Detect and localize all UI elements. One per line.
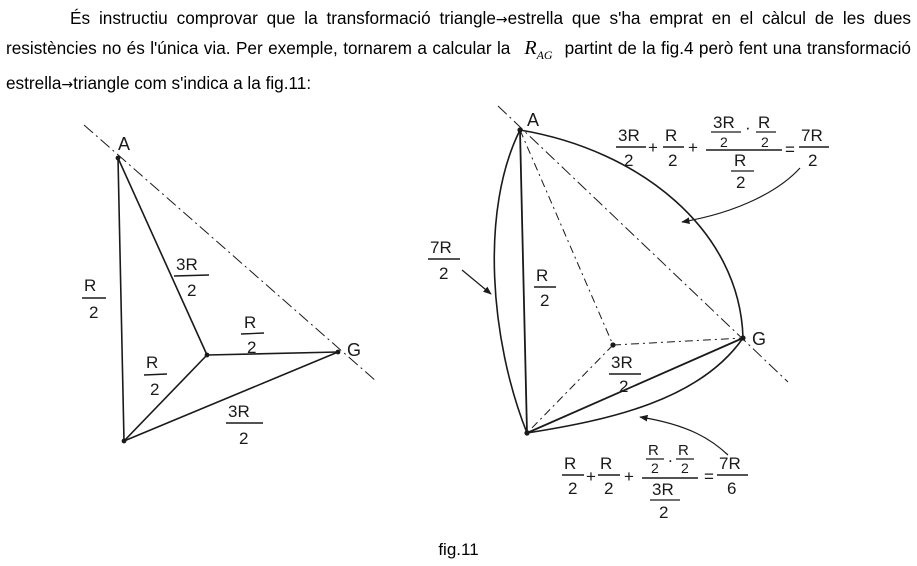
svg-text:2: 2 (540, 291, 550, 310)
node-a-label: A (527, 110, 540, 130)
svg-text:7R: 7R (719, 454, 741, 473)
svg-text:R: R (564, 454, 577, 473)
svg-text:2: 2 (439, 264, 449, 283)
svg-text:7R: 7R (801, 126, 823, 145)
svg-text:2: 2 (681, 460, 689, 476)
svg-text:R: R (648, 442, 659, 459)
formula-bottom (562, 442, 748, 522)
edge-b-g (527, 338, 743, 433)
circuit-figure (0, 100, 917, 530)
node-g-label: G (347, 340, 362, 360)
svg-text:2: 2 (89, 303, 99, 322)
edge-c-g (207, 352, 338, 355)
paragraph-part-2: estrella que s'ha emprat en el càlcul de les dues resistències no és l'única via. Per exemple, tornarem a calcular la (6, 8, 912, 58)
svg-text:R: R (665, 126, 678, 145)
fraction-arc-ab (428, 238, 460, 283)
svg-text:2: 2 (651, 460, 659, 476)
edge-c-b (124, 355, 207, 441)
svg-text:+: + (648, 138, 658, 157)
fraction-inner-ab (534, 266, 556, 310)
arrow-to-arc-ab (462, 270, 491, 294)
svg-text:2: 2 (736, 173, 746, 192)
svg-text:7R: 7R (430, 238, 452, 257)
node-c-dot (610, 342, 615, 347)
svg-text:=: = (785, 140, 795, 159)
node-c-dot (205, 353, 210, 358)
svg-text:3R: 3R (713, 113, 735, 132)
svg-text:2: 2 (624, 151, 634, 170)
node-g-label: G (752, 329, 767, 349)
arc-a-b (494, 130, 527, 433)
svg-text:2: 2 (150, 380, 160, 399)
svg-text:2: 2 (187, 281, 197, 300)
fraction-edge-cg (241, 313, 264, 357)
paragraph-part-1: És instructiu comprovar que la transformació triangle (70, 8, 496, 28)
svg-text:+: + (624, 467, 634, 486)
svg-text:+: + (688, 138, 698, 157)
node-b-dot (122, 439, 127, 444)
paragraph-part-3: partint de la fig.4 però fent una transformació estrella (6, 38, 911, 93)
paragraph-part-4: triangle com s'indica a la fig.11: (73, 73, 312, 93)
svg-text:2: 2 (668, 151, 678, 170)
fraction-edge-cb (144, 353, 167, 399)
arrow-symbol: → (495, 12, 508, 28)
svg-text:2: 2 (604, 479, 614, 498)
svg-text:+: + (586, 467, 596, 486)
svg-text:2: 2 (619, 377, 629, 396)
fraction-edge-bg (226, 402, 263, 448)
dashed-c-b (527, 345, 613, 433)
dashed-a-c (520, 130, 613, 345)
node-a-label: A (118, 134, 131, 154)
svg-text:R: R (678, 442, 689, 459)
svg-text:3R: 3R (652, 480, 674, 499)
svg-text:2: 2 (720, 134, 728, 150)
node-g-dot (336, 350, 341, 355)
svg-text:R: R (146, 353, 159, 372)
svg-text:.: . (668, 447, 673, 466)
svg-text:R: R (536, 266, 549, 285)
fraction-center (609, 353, 641, 396)
svg-text:3R: 3R (611, 353, 633, 372)
figure-caption: fig.11 (438, 540, 479, 559)
svg-text:2: 2 (568, 479, 578, 498)
svg-text:2: 2 (247, 338, 257, 357)
svg-text:6: 6 (727, 479, 737, 498)
edge-a-b (118, 158, 124, 441)
node-a-dot (517, 127, 522, 132)
svg-text:R: R (734, 151, 747, 170)
fraction-edge-ab (82, 276, 106, 322)
svg-text:3R: 3R (176, 255, 198, 274)
svg-text:2: 2 (659, 503, 669, 522)
axis-dashdot-line (84, 125, 376, 381)
intro-paragraph (6, 4, 911, 99)
svg-text:2: 2 (808, 151, 818, 170)
svg-text:R: R (758, 113, 771, 132)
resistance-symbol: $R_{AG}$ (524, 37, 553, 62)
svg-text:2: 2 (239, 429, 249, 448)
svg-text:R: R (600, 454, 613, 473)
left-star-diagram (84, 125, 376, 441)
svg-text:R: R (84, 276, 97, 295)
arrow-symbol: → (61, 77, 74, 93)
node-g-dot (740, 335, 745, 340)
svg-text:·: · (745, 118, 751, 137)
dashed-c-g (613, 338, 743, 345)
edge-a-b (520, 130, 527, 433)
svg-text:R: R (244, 313, 257, 332)
svg-text:2: 2 (761, 134, 769, 150)
svg-text:3R: 3R (618, 126, 640, 145)
svg-text:3R: 3R (228, 402, 250, 421)
node-a-dot (116, 156, 121, 161)
node-b-dot (524, 430, 529, 435)
svg-text:=: = (704, 467, 714, 486)
